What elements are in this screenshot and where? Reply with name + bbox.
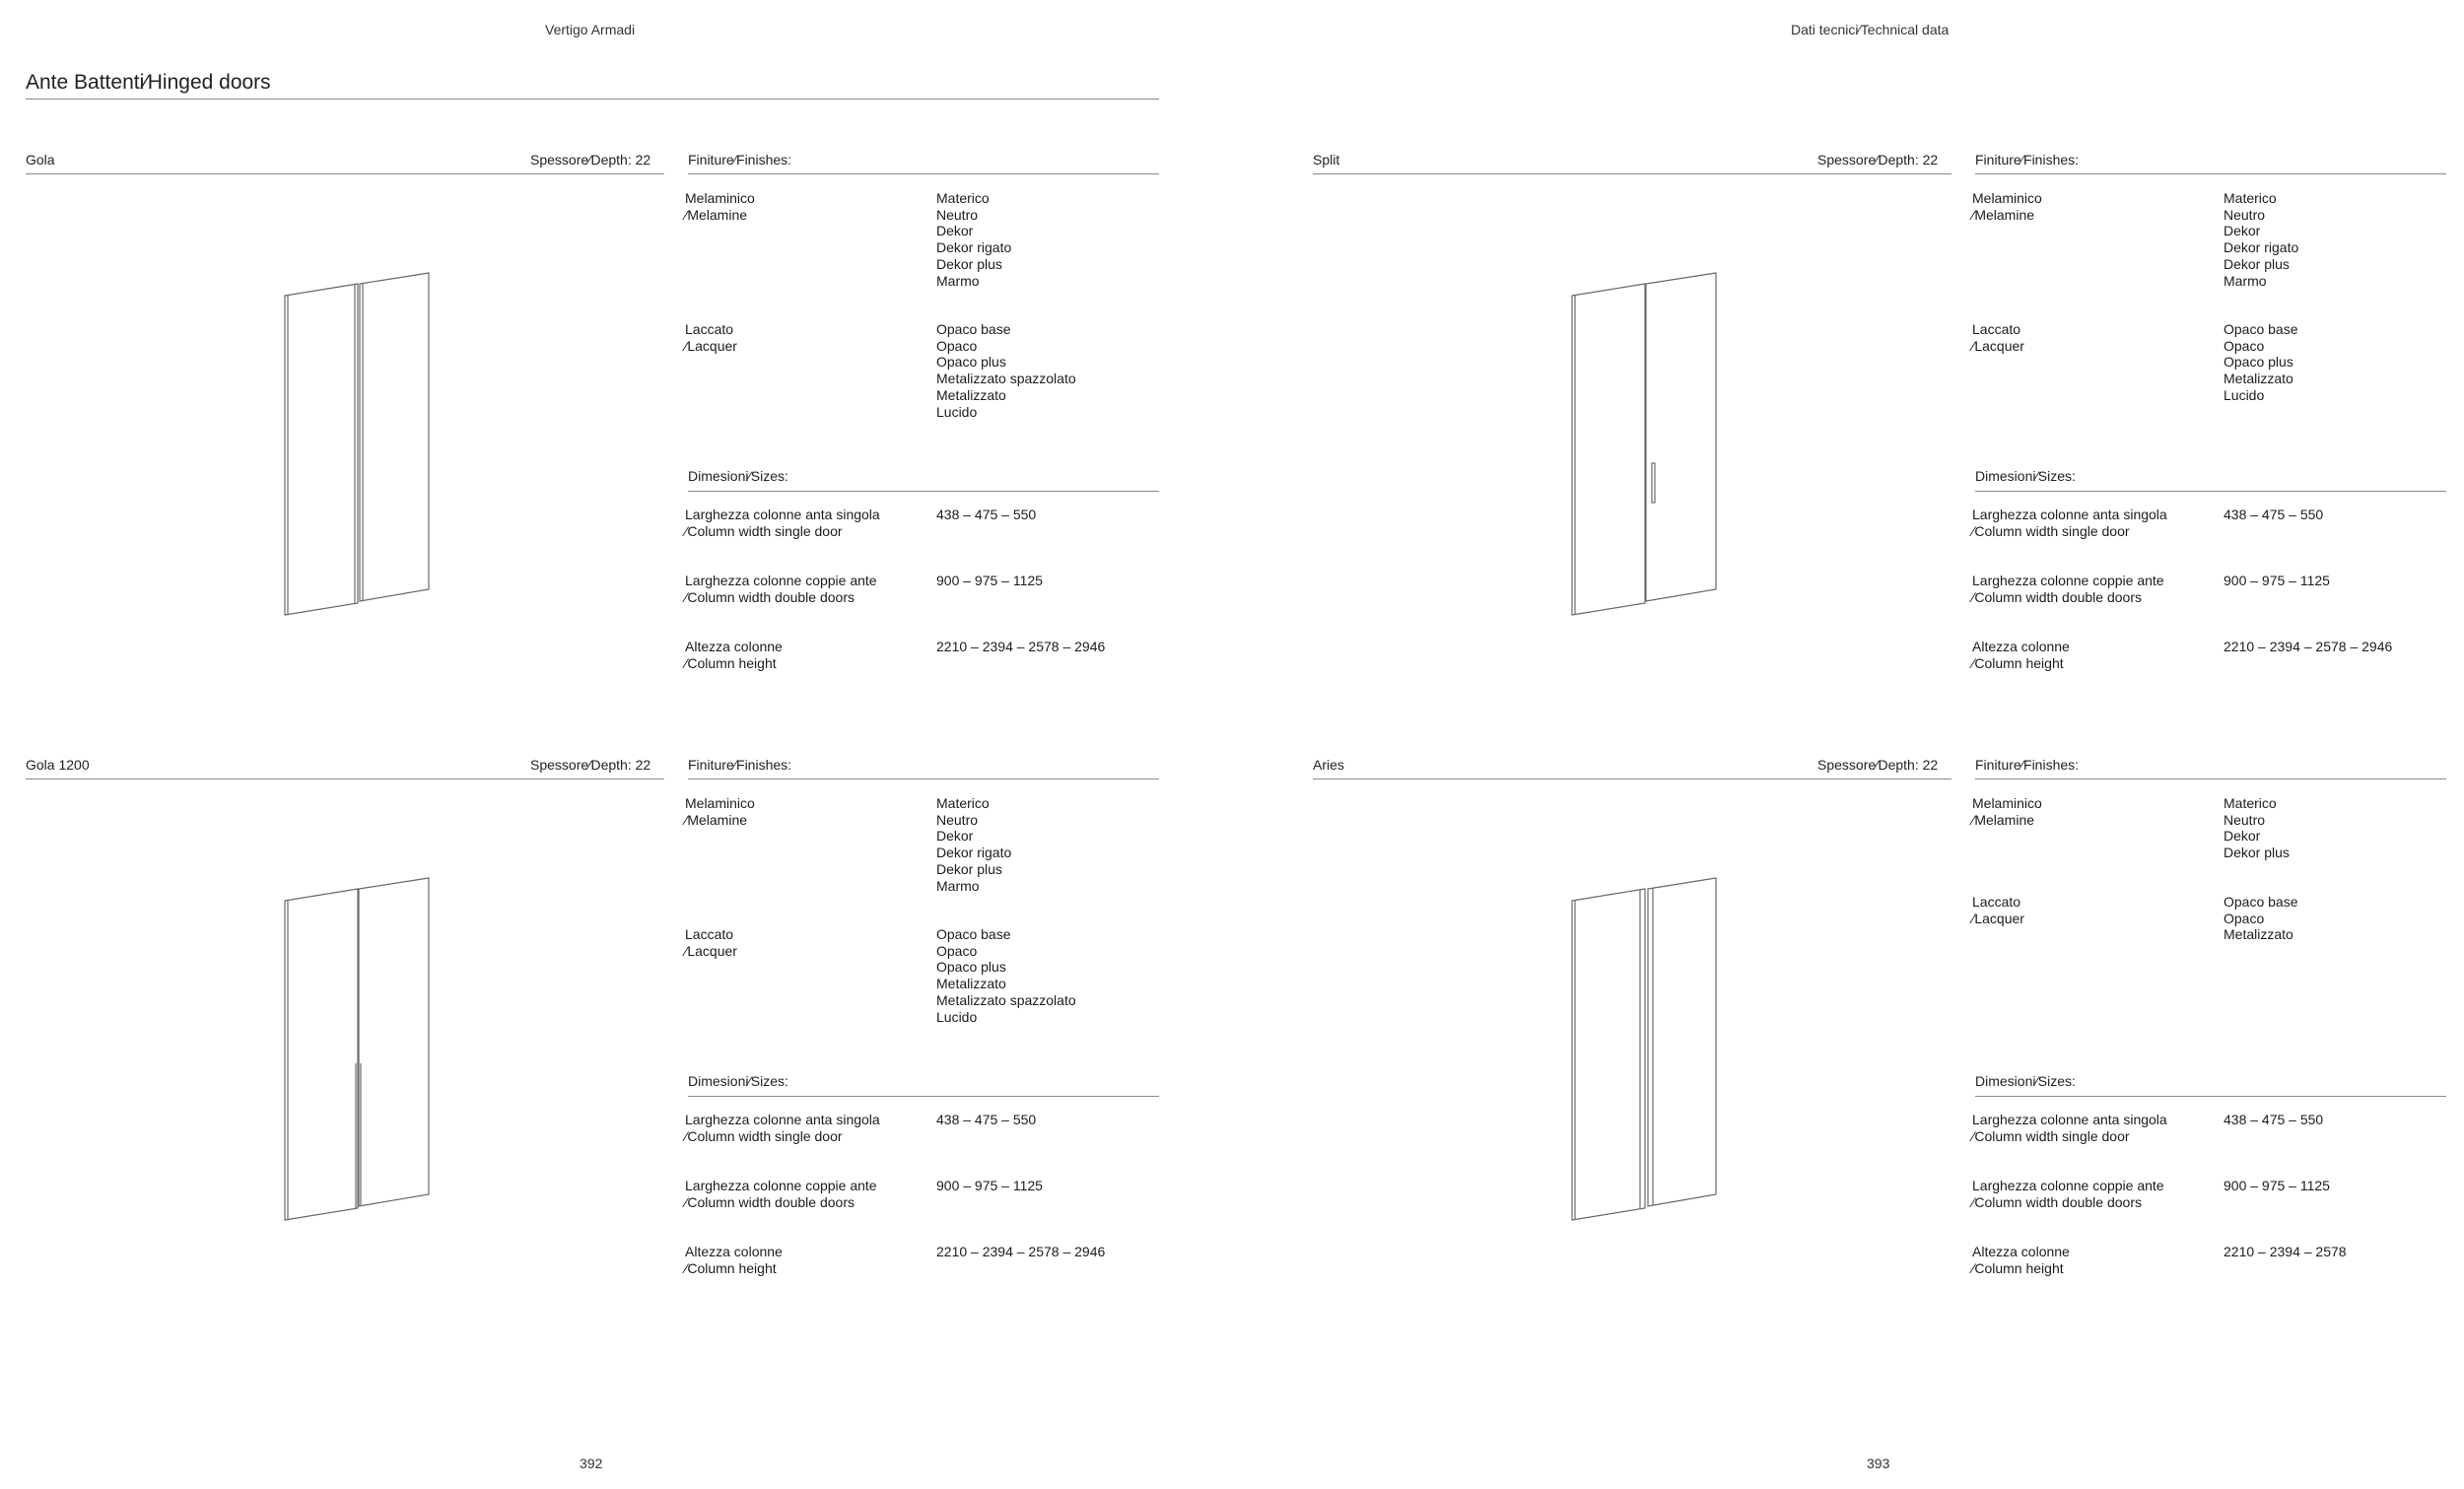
width-single-label: Larghezza colonne anta singola ⁄Column width single door bbox=[685, 507, 880, 539]
finishes-divider bbox=[1975, 778, 2446, 779]
product-depth: Spessore⁄Depth: 22 bbox=[530, 152, 651, 168]
finishes-divider bbox=[1975, 173, 2446, 174]
width-single-value: 438 – 475 – 550 bbox=[2224, 1112, 2324, 1127]
sizes-divider bbox=[1975, 491, 2446, 492]
page-number-left: 392 bbox=[580, 1455, 603, 1471]
height-value: 2210 – 2394 – 2578 bbox=[2224, 1244, 2347, 1259]
finishes-divider bbox=[688, 778, 1159, 779]
height-value: 2210 – 2394 – 2578 – 2946 bbox=[936, 1244, 1106, 1259]
melamine-label: Melaminico ⁄Melamine bbox=[685, 190, 755, 223]
width-single-value: 438 – 475 – 550 bbox=[2224, 507, 2324, 522]
door-drawing-gola bbox=[276, 266, 444, 621]
lacquer-label: Laccato ⁄Lacquer bbox=[1972, 894, 2024, 926]
sizes-divider bbox=[688, 491, 1159, 492]
door-drawing-gola-1200 bbox=[276, 871, 444, 1226]
height-label: Altezza colonne ⁄Column height bbox=[1972, 1244, 2070, 1276]
door-drawing-split bbox=[1563, 266, 1731, 621]
lacquer-label: Laccato ⁄Lacquer bbox=[685, 321, 737, 354]
width-double-value: 900 – 975 – 1125 bbox=[2224, 1178, 2330, 1193]
product-divider bbox=[26, 778, 664, 779]
page-title: Ante Battenti⁄Hinged doors bbox=[26, 71, 271, 94]
height-label: Altezza colonne ⁄Column height bbox=[1972, 639, 2070, 671]
sizes-heading: Dimesioni⁄Sizes: bbox=[1975, 1073, 2076, 1089]
height-value: 2210 – 2394 – 2578 – 2946 bbox=[936, 639, 1106, 654]
lacquer-label: Laccato ⁄Lacquer bbox=[1972, 321, 2024, 354]
melamine-label: Melaminico ⁄Melamine bbox=[685, 795, 755, 828]
product-name: Gola 1200 bbox=[26, 757, 90, 773]
title-divider bbox=[26, 99, 1159, 100]
sizes-divider bbox=[688, 1096, 1159, 1097]
running-header-right: Dati tecnici⁄Technical data bbox=[1791, 22, 1950, 37]
product-name: Split bbox=[1313, 152, 1340, 168]
melamine-label: Melaminico ⁄Melamine bbox=[1972, 190, 2042, 223]
lacquer-finishes: Opaco base Opaco Metalizzato bbox=[2224, 894, 2298, 943]
sizes-heading: Dimesioni⁄Sizes: bbox=[688, 1073, 788, 1089]
width-double-value: 900 – 975 – 1125 bbox=[2224, 573, 2330, 588]
finishes-heading: Finiture⁄Finishes: bbox=[688, 757, 792, 773]
product-depth: Spessore⁄Depth: 22 bbox=[1817, 152, 1939, 168]
width-double-label: Larghezza colonne coppie ante ⁄Column width double doors bbox=[1972, 573, 2164, 605]
width-single-label: Larghezza colonne anta singola ⁄Column width single door bbox=[685, 1112, 880, 1144]
width-double-label: Larghezza colonne coppie ante ⁄Column width double doors bbox=[685, 1178, 877, 1210]
width-double-value: 900 – 975 – 1125 bbox=[936, 1178, 1043, 1193]
melamine-finishes: Materico Neutro Dekor Dekor plus bbox=[2224, 795, 2290, 861]
width-double-value: 900 – 975 – 1125 bbox=[936, 573, 1043, 588]
melamine-finishes: Materico Neutro Dekor Dekor rigato Dekor plus Marmo bbox=[936, 190, 1012, 289]
height-label: Altezza colonne ⁄Column height bbox=[685, 1244, 783, 1276]
product-depth: Spessore⁄Depth: 22 bbox=[530, 757, 651, 773]
sizes-divider bbox=[1975, 1096, 2446, 1097]
lacquer-label: Laccato ⁄Lacquer bbox=[685, 926, 737, 959]
sizes-heading: Dimesioni⁄Sizes: bbox=[1975, 468, 2076, 484]
width-single-value: 438 – 475 – 550 bbox=[936, 1112, 1037, 1127]
finishes-divider bbox=[688, 173, 1159, 174]
product-divider bbox=[26, 173, 664, 174]
product-divider bbox=[1313, 778, 1951, 779]
height-value: 2210 – 2394 – 2578 – 2946 bbox=[2224, 639, 2393, 654]
finishes-heading: Finiture⁄Finishes: bbox=[688, 152, 792, 168]
lacquer-finishes: Opaco base Opaco Opaco plus Metalizzato Lucido bbox=[2224, 321, 2298, 403]
product-depth: Spessore⁄Depth: 22 bbox=[1817, 757, 1939, 773]
door-drawing-aries bbox=[1563, 871, 1731, 1226]
width-single-label: Larghezza colonne anta singola ⁄Column width single door bbox=[1972, 1112, 2167, 1144]
page-number-right: 393 bbox=[1867, 1455, 1890, 1471]
product-name: Gola bbox=[26, 152, 55, 168]
lacquer-finishes: Opaco base Opaco Opaco plus Metalizzato spazzolato Metalizzato Lucido bbox=[936, 321, 1076, 420]
height-label: Altezza colonne ⁄Column height bbox=[685, 639, 783, 671]
melamine-finishes: Materico Neutro Dekor Dekor rigato Dekor plus Marmo bbox=[936, 795, 1012, 894]
width-single-label: Larghezza colonne anta singola ⁄Column width single door bbox=[1972, 507, 2167, 539]
width-single-value: 438 – 475 – 550 bbox=[936, 507, 1037, 522]
lacquer-finishes: Opaco base Opaco Opaco plus Metalizzato Metalizzato spazzolato Lucido bbox=[936, 926, 1076, 1025]
running-header-left: Vertigo Armadi bbox=[545, 22, 636, 37]
width-double-label: Larghezza colonne coppie ante ⁄Column width double doors bbox=[685, 573, 877, 605]
product-divider bbox=[1313, 173, 1951, 174]
finishes-heading: Finiture⁄Finishes: bbox=[1975, 152, 2080, 168]
melamine-finishes: Materico Neutro Dekor Dekor rigato Dekor plus Marmo bbox=[2224, 190, 2299, 289]
finishes-heading: Finiture⁄Finishes: bbox=[1975, 757, 2080, 773]
melamine-label: Melaminico ⁄Melamine bbox=[1972, 795, 2042, 828]
sizes-heading: Dimesioni⁄Sizes: bbox=[688, 468, 788, 484]
product-name: Aries bbox=[1313, 757, 1344, 773]
width-double-label: Larghezza colonne coppie ante ⁄Column width double doors bbox=[1972, 1178, 2164, 1210]
